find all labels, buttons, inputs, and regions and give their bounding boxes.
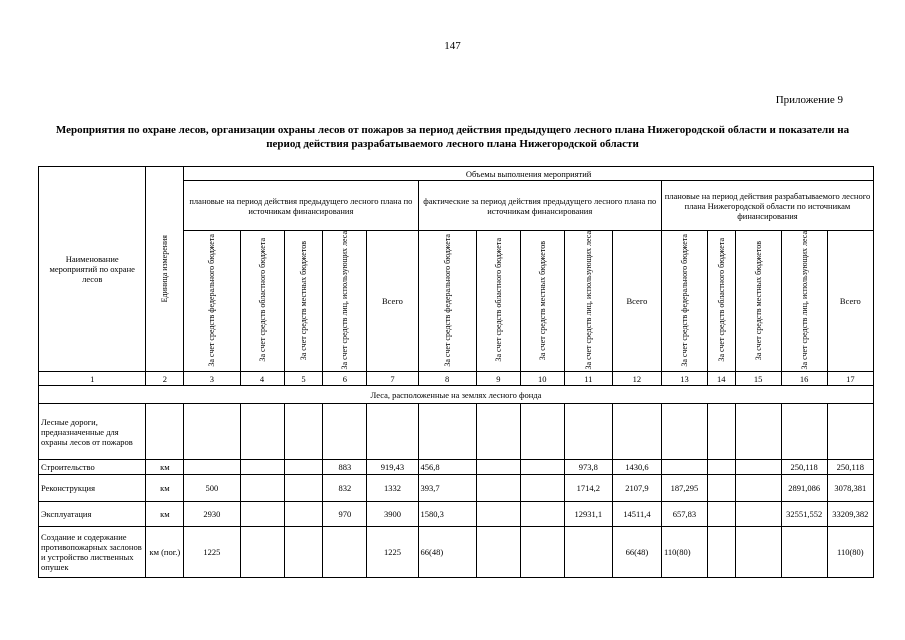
- header-lessees: За счет средств лиц, использующих леса: [781, 231, 827, 372]
- table-cell: [240, 502, 284, 527]
- table-cell: [146, 404, 184, 460]
- column-number: 12: [612, 372, 661, 386]
- table-cell: [564, 527, 612, 578]
- table-cell: [520, 404, 564, 460]
- column-number: 7: [367, 372, 418, 386]
- table-cell: [476, 460, 520, 475]
- header-group-planned-prev: плановые на период действия предыдущего лесного плана по источникам финансирования: [184, 181, 418, 231]
- table-cell: 14511,4: [612, 502, 661, 527]
- table-cell: [564, 404, 612, 460]
- table-cell: [708, 475, 736, 502]
- table-cell: [240, 404, 284, 460]
- table-cell: 187,295: [661, 475, 707, 502]
- header-regional: За счет средств областного бюджета: [708, 231, 736, 372]
- table-cell: 883: [323, 460, 367, 475]
- row-name: Эксплуатация: [39, 502, 146, 527]
- table-cell: [184, 404, 240, 460]
- table-cell: [520, 527, 564, 578]
- table-cell: [520, 502, 564, 527]
- table-cell: [240, 527, 284, 578]
- table-cell: [661, 460, 707, 475]
- header-lessees: За счет средств лиц, использующих леса: [564, 231, 612, 372]
- table-cell: 110(80): [661, 527, 707, 578]
- table-cell: 456,8: [418, 460, 476, 475]
- table-cell: 393,7: [418, 475, 476, 502]
- table-cell: [284, 404, 323, 460]
- table-cell: [735, 475, 781, 502]
- table-cell: [612, 404, 661, 460]
- header-group-actual: фактические за период действия предыдущего лесного плана по источникам финансирования: [418, 181, 661, 231]
- column-number: 15: [735, 372, 781, 386]
- header-regional: За счет средств областного бюджета: [476, 231, 520, 372]
- table-cell: [661, 404, 707, 460]
- table-cell: 250,118: [827, 460, 873, 475]
- table-cell: [284, 527, 323, 578]
- row-name: Лесные дороги, предназначенные для охраны лесов от пожаров: [39, 404, 146, 460]
- table-cell: 1580,3: [418, 502, 476, 527]
- column-numbers-row: [39, 372, 874, 386]
- table-cell: 33209,382: [827, 502, 873, 527]
- table-cell: [708, 502, 736, 527]
- column-number: 6: [323, 372, 367, 386]
- header-group-planned-new: плановые на период действия разрабатываемого лесного плана Нижегородской области по источникам финансирования: [661, 181, 873, 231]
- table-cell: [708, 460, 736, 475]
- table-cell: 2930: [184, 502, 240, 527]
- column-number: 17: [827, 372, 873, 386]
- table-cell: [367, 404, 418, 460]
- column-number: 13: [661, 372, 707, 386]
- table-cell: 657,83: [661, 502, 707, 527]
- column-number: 2: [146, 372, 184, 386]
- table-cell: [708, 404, 736, 460]
- table-cell: 1714,2: [564, 475, 612, 502]
- header-total: Всего: [612, 231, 661, 372]
- column-number: 16: [781, 372, 827, 386]
- table-cell: 832: [323, 475, 367, 502]
- table-cell: [735, 502, 781, 527]
- table-row: [39, 475, 874, 502]
- row-name: Строительство: [39, 460, 146, 475]
- table-cell: [284, 502, 323, 527]
- table-cell: 2891,086: [781, 475, 827, 502]
- header-local: За счет средств местных бюджетов: [284, 231, 323, 372]
- table-cell: [240, 475, 284, 502]
- column-number: 11: [564, 372, 612, 386]
- table-cell: 3078,381: [827, 475, 873, 502]
- header-unit: Единица измерения: [146, 167, 184, 372]
- header-local: За счет средств местных бюджетов: [520, 231, 564, 372]
- table-cell: [284, 475, 323, 502]
- table-cell: [476, 527, 520, 578]
- column-number: 10: [520, 372, 564, 386]
- table-cell: 500: [184, 475, 240, 502]
- table-cell: 66(48): [612, 527, 661, 578]
- table-cell: [520, 475, 564, 502]
- table-cell: 250,118: [781, 460, 827, 475]
- table-cell: 12931,1: [564, 502, 612, 527]
- table-cell: [781, 404, 827, 460]
- table-row: [39, 460, 874, 475]
- table-cell: 3900: [367, 502, 418, 527]
- table-cell: 973,8: [564, 460, 612, 475]
- table-cell: [323, 404, 367, 460]
- header-federal: За счет средств федерального бюджета: [661, 231, 707, 372]
- table-cell: [476, 502, 520, 527]
- header-total: Всего: [827, 231, 873, 372]
- table-row: [39, 502, 874, 527]
- header-local: За счет средств местных бюджетов: [735, 231, 781, 372]
- header-total: Всего: [367, 231, 418, 372]
- table-cell: [184, 460, 240, 475]
- table-cell: 1332: [367, 475, 418, 502]
- appendix-label: Приложение 9: [775, 94, 843, 106]
- table-cell: 970: [323, 502, 367, 527]
- table-cell: 1225: [367, 527, 418, 578]
- header-volumes: Объемы выполнения мероприятий: [184, 167, 874, 181]
- page-number: 147: [444, 40, 461, 52]
- header-federal: За счет средств федерального бюджета: [184, 231, 240, 372]
- table-cell: 66(48): [418, 527, 476, 578]
- table-cell: 919,43: [367, 460, 418, 475]
- forest-protection-table: [38, 166, 874, 578]
- header-regional: За счет средств областного бюджета: [240, 231, 284, 372]
- table-cell: 1430,6: [612, 460, 661, 475]
- header-name: Наименование мероприятий по охране лесов: [39, 167, 146, 372]
- table-cell: км: [146, 460, 184, 475]
- column-number: 5: [284, 372, 323, 386]
- column-number: 1: [39, 372, 146, 386]
- table-cell: 110(80): [827, 527, 873, 578]
- section-title: Леса, расположенные на землях лесного фонда: [39, 386, 874, 404]
- column-number: 8: [418, 372, 476, 386]
- table-cell: [418, 404, 476, 460]
- table-cell: км: [146, 502, 184, 527]
- column-number: 3: [184, 372, 240, 386]
- table-cell: [781, 527, 827, 578]
- table-cell: км: [146, 475, 184, 502]
- column-number: 14: [708, 372, 736, 386]
- table-cell: [827, 404, 873, 460]
- table-cell: [476, 475, 520, 502]
- header-lessees: За счет средств лиц, использующих леса: [323, 231, 367, 372]
- table-cell: 1225: [184, 527, 240, 578]
- table-cell: [735, 527, 781, 578]
- column-number: 9: [476, 372, 520, 386]
- table-row: [39, 404, 874, 460]
- column-number: 4: [240, 372, 284, 386]
- table-cell: [240, 460, 284, 475]
- table-cell: 2107,9: [612, 475, 661, 502]
- table-cell: 32551,552: [781, 502, 827, 527]
- table-cell: км (пог.): [146, 527, 184, 578]
- table-cell: [735, 404, 781, 460]
- table-cell: [708, 527, 736, 578]
- table-row: [39, 527, 874, 578]
- table-cell: [284, 460, 323, 475]
- table-cell: [323, 527, 367, 578]
- page-title: Мероприятия по охране лесов, организации охраны лесов от пожаров за период действия предыдущего лесного плана Нижегородской области и показатели на период действия разрабатываемого лесного плана Нижегородской области: [55, 124, 850, 150]
- row-name: Реконструкция: [39, 475, 146, 502]
- row-name: Создание и содержание противопожарных заслонов и устройство лиственных опушек: [39, 527, 146, 578]
- table-cell: [520, 460, 564, 475]
- header-federal: За счет средств федерального бюджета: [418, 231, 476, 372]
- table-cell: [476, 404, 520, 460]
- table-cell: [735, 460, 781, 475]
